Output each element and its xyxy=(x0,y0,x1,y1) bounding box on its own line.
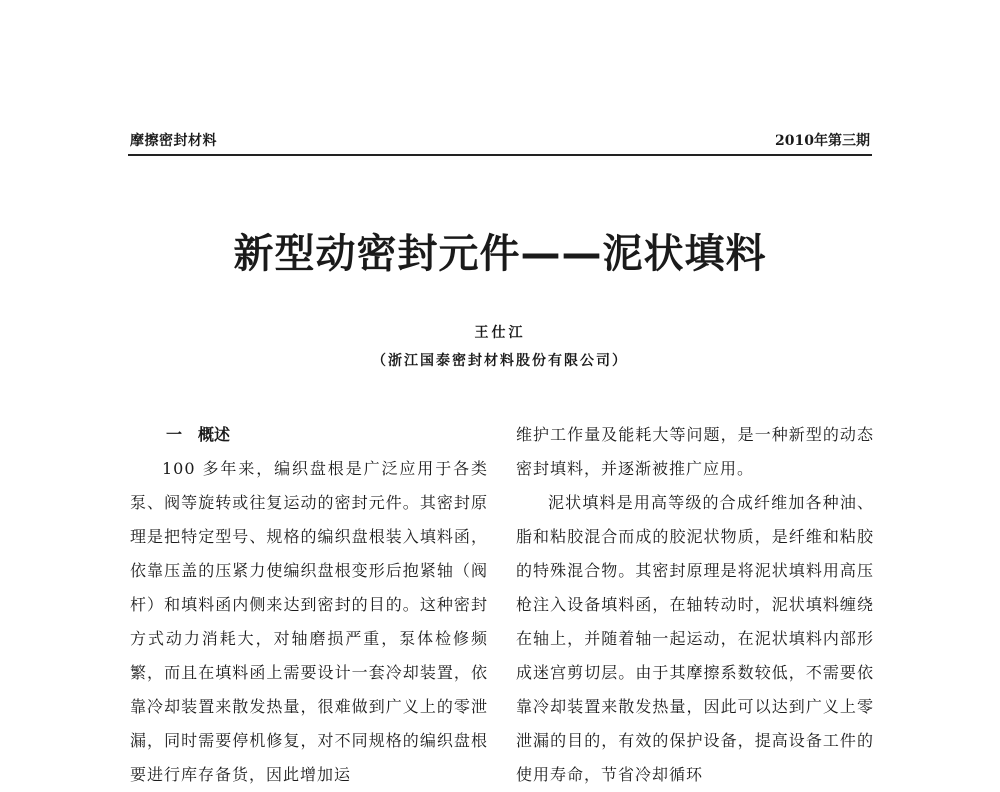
issue-number: 2010年第三期 xyxy=(775,133,870,149)
body-paragraph: 100 多年来，编织盘根是广泛应用于各类泵、阀等旋转或往复运动的密封元件。其密封原理是把特定型号、规格的编织盘根装入填料函，依靠压盖的压紧力使编织盘根变形后抱紧轴（阀杆）和填料函内侧来达到密封的目的。这种密封方式动力消耗大，对轴磨损严重，泵体检修频繁，而且在填料函上需要设计一套冷却装置，依靠冷却装置来散发热量，很难做到广义上的零泄漏，同时需要停机修复，对不同规格的编织盘根要进行库存备货，因此增加运 xyxy=(130,459,488,784)
section-heading-overview: 一 概述 xyxy=(166,425,231,444)
right-column xyxy=(516,418,874,792)
left-column xyxy=(130,418,488,792)
article-title: 新型动密封元件——泥状填料 xyxy=(233,231,767,277)
author-name: 王仕江 xyxy=(474,325,526,341)
journal-name: 摩擦密封材料 xyxy=(130,133,217,149)
body-paragraph-continued: 维护工作量及能耗大等问题，是一种新型的动态密封填料，并逐渐被推广应用。 xyxy=(516,425,874,478)
body-paragraph: 泥状填料是用高等级的合成纤维加各种油、脂和粘胶混合而成的胶泥状物质，是纤维和粘胶的特殊混合物。其密封原理是将泥状填料用高压枪注入设备填料函，在轴转动时，泥状填料缠绕在轴上，并随着轴一起运动，在泥状填料内部形成迷宫剪切层。由于其摩擦系数较低，不需要依靠冷却装置来散发热量，因此可以达到广义上零泄漏的目的，有效的保护设备，提高设备工件的使用寿命，节省冷却循环 xyxy=(516,493,874,784)
running-header xyxy=(128,124,872,156)
author-affiliation: （浙江国泰密封材料股份有限公司） xyxy=(372,353,628,369)
